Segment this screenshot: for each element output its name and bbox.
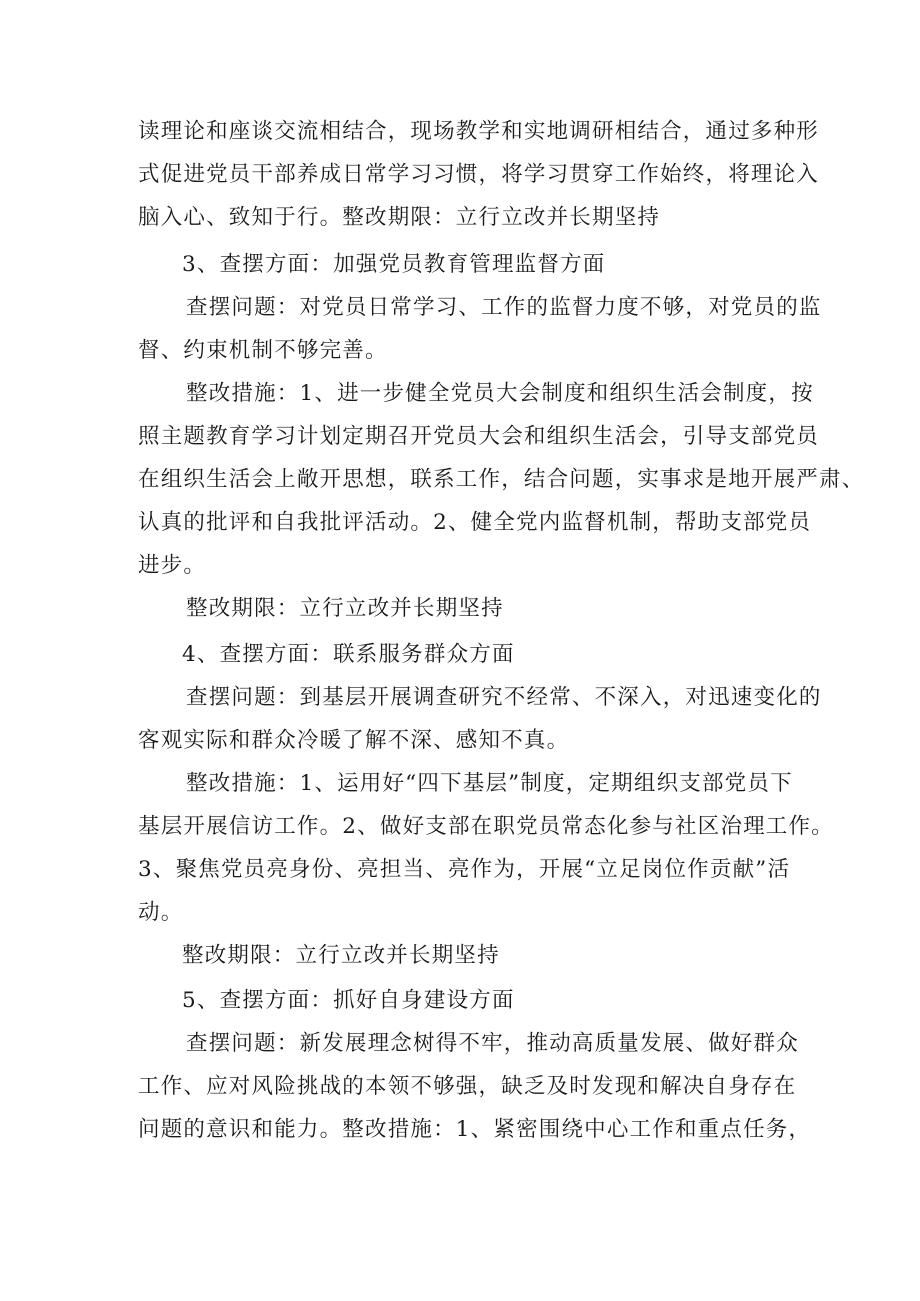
text-line: 查摆问题：对党员日常学习、工作的监督力度不够，对党员的监: [186, 295, 822, 320]
deadline-line: 整改期限：立行立改并长期坚持: [186, 596, 504, 621]
text-line: 照主题教育学习计划定期召开党员大会和组织生活会，引导支部党员: [138, 424, 820, 449]
text-line: 查摆问题：新发展理念树得不牢，推动高质量发展、做好群众: [186, 1031, 799, 1056]
text-line: 基层开展信访工作。2、做好支部在职党员常态化参与社区治理工作。: [138, 814, 834, 839]
text-line: 工作、应对风险挑战的本领不够强，缺乏及时发现和解决自身存在: [138, 1074, 797, 1099]
section-heading: 5、查摆方面：抓好自身建设方面: [182, 988, 515, 1013]
text-line: 认真的批评和自我批评活动。2、健全党内监督机制，帮助支部党员: [138, 510, 812, 535]
text-line: 问题的意识和能力。整改措施：1、紧密围绕中心工作和重点任务，: [138, 1117, 812, 1142]
text-line: 3、聚焦党员亮身份、亮担当、亮作为，开展“立足岗位作贡献”活: [138, 857, 791, 882]
text-line: 督、约束机制不够完善。: [138, 338, 388, 363]
text-line: 读理论和座谈交流相结合，现场教学和实地调研相结合，通过多种形: [138, 119, 820, 144]
text-line: 整改措施：1、进一步健全党员大会制度和组织生活会制度，按: [186, 381, 814, 406]
text-line: 查摆问题：到基层开展调查研究不经常、不深入，对迅速变化的: [186, 685, 822, 710]
section-heading: 4、查摆方面：联系服务群众方面: [182, 642, 515, 667]
section-heading: 3、查摆方面：加强党员教育管理监督方面: [182, 252, 606, 277]
text-line: 整改措施：1、运用好“四下基层”制度，定期组织支部党员下: [186, 771, 793, 796]
text-line: 脑入心、致知于行。整改期限：立行立改并长期坚持: [138, 205, 661, 230]
text-line: 进步。: [138, 553, 207, 578]
text-line: 动。: [138, 900, 184, 925]
text-line: 式促进党员干部养成日常学习习惯，将学习贯穿工作始终，将理论入: [138, 162, 820, 187]
text-line: 在组织生活会上敞开思想，联系工作，结合问题，实事求是地开展严肃、: [138, 467, 865, 492]
deadline-line: 整改期限：立行立改并长期坚持: [182, 943, 500, 968]
text-line: 客观实际和群众冷暖了解不深、感知不真。: [138, 728, 570, 753]
